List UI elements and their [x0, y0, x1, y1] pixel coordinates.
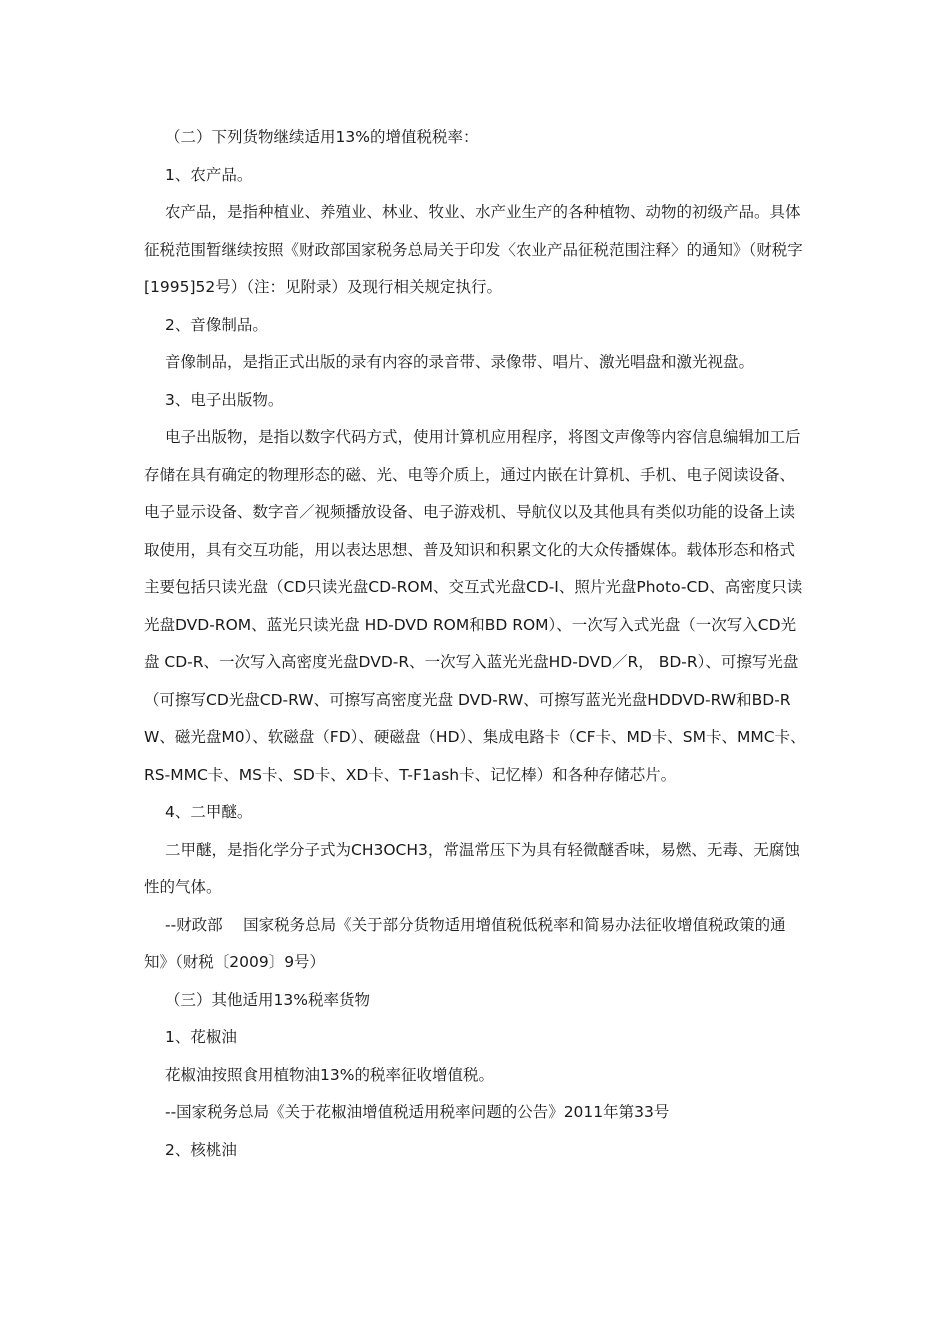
section-heading-2: （二）下列货物继续适用13%的增值税税率：: [165, 128, 479, 146]
section-heading-3: （三）其他适用13%税率货物: [165, 990, 370, 1009]
citation-announcement-2011-33: --国家税务总局《关于花椒油增值税适用税率问题的公告》2011年第33号: [165, 1103, 670, 1121]
item-heading-dimethyl-ether: 4、二甲醚。: [165, 803, 253, 821]
item-heading-walnut-oil: 2、核桃油: [165, 1140, 237, 1159]
paragraph-pepper-oil: 花椒油按照食用植物油13%的税率征收增值税。: [165, 1065, 494, 1084]
item-heading-audiovisual: 2、音像制品。: [165, 315, 268, 334]
citation-caishui-2009-9: --财政部 国家税务总局《关于部分货物适用增值税低税率和简易办法征收增值税政策的通知》（财税〔2009〕9号）: [144, 915, 786, 971]
document-body: [144, 119, 808, 1169]
paragraph-electronic-publication: 电子出版物，是指以数字代码方式，使用计算机应用程序，将图文声像等内容信息编辑加工后存储在具有确定的物理形态的磁、光、电等介质上，通过内嵌在计算机、手机、电子阅读设备、电子显示设备、数字音／视频播放设备、电子游戏机、导航仪以及其他具有类似功能的设备上读取使用，具有交互功能，用以表达思想、普及知识和积累文化的大众传播媒体。载体形态和格式主要包括只读光盘（CD只读光盘CD-ROM、交互式光盘CD-I、照片光盘Photo-CD、高密度只读光盘DVD-ROM、蓝光只读光盘 HD-DVD ROM和BD ROM）、一次写入式光盘（一次写入CD光盘 CD-R、一次写入高密度光盘DVD-R、一次写入蓝光光盘HD-DVD／R， BD-R）、可擦写光盘（可擦写CD光盘CD-RW、可擦写高密度光盘 DVD-RW、可擦写蓝光光盘HDDVD-RW和BD-RW、磁光盘M0）、软磁盘（FD）、硬磁盘（HD）、集成电路卡（CF卡、MD卡、SM卡、MMC卡、 RS-MMC卡、MS卡、SD卡、XD卡、T-F1ash卡、记忆棒）和各种存储芯片。: [144, 428, 806, 784]
paragraph-dimethyl-ether: 二甲醚，是指化学分子式为CH3OCH3，常温常压下为具有轻微醚香味，易燃、无毒、无腐蚀性的气体。: [144, 840, 800, 896]
paragraph-agricultural: 农产品，是指种植业、养殖业、林业、牧业、水产业生产的各种植物、动物的初级产品。具体征税范围暂继续按照《财政部国家税务总局关于印发〈农业产品征税范围注释〉的通知》（财税字[1995]52号）（注：见附录）及现行相关规定执行。: [144, 203, 803, 296]
paragraph-audiovisual: 音像制品，是指正式出版的录有内容的录音带、录像带、唱片、激光唱盘和激光视盘。: [165, 353, 755, 371]
item-heading-agricultural: 1、农产品。: [165, 165, 253, 184]
item-heading-electronic-publication: 3、电子出版物。: [165, 390, 284, 409]
item-heading-pepper-oil: 1、花椒油: [165, 1028, 237, 1046]
